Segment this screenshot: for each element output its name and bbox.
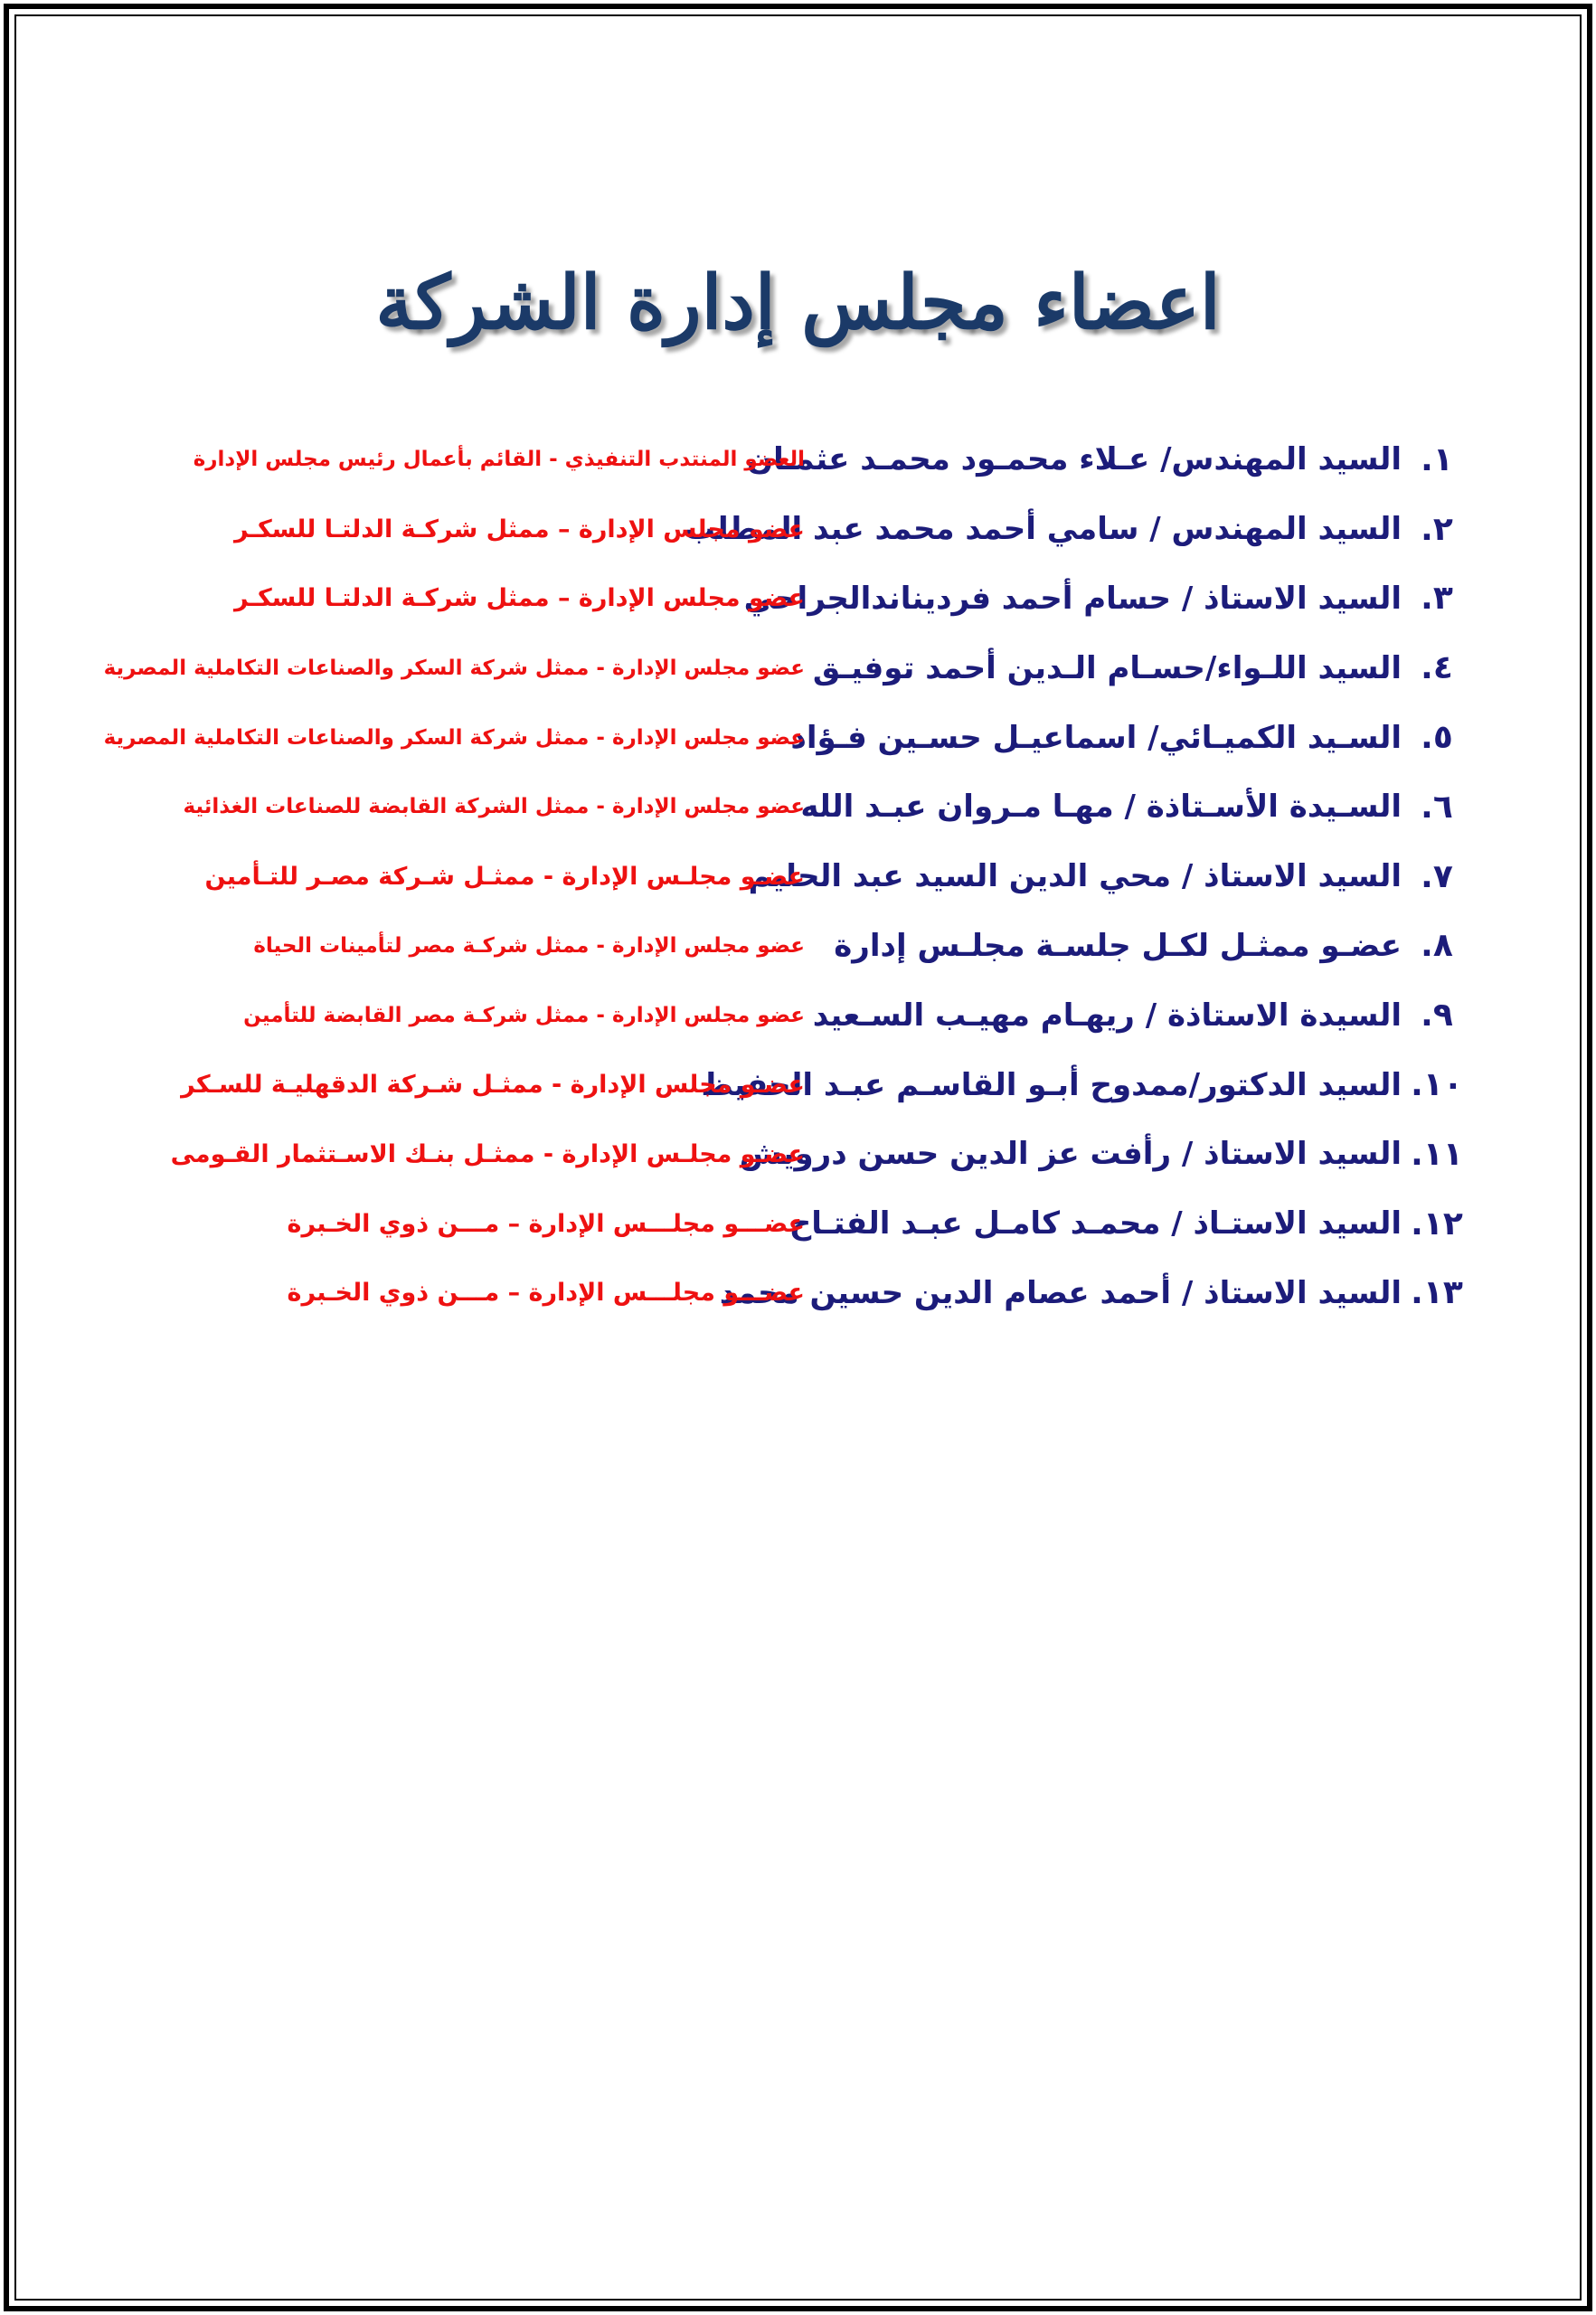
member-number: ٩. — [1421, 997, 1453, 1035]
member-role: عضـو مجلس الإدارة - ممثـل شـركة الدقهليـة للسـكر — [181, 1071, 805, 1100]
member-number: ١٣. — [1411, 1274, 1463, 1312]
member-number: ٤. — [1421, 649, 1453, 687]
list-item — [127, 1050, 1465, 1120]
member-role: عضو مجلس الإدارة - ممثل الشركة القابضة للصناعات الغذائية — [183, 795, 805, 819]
member-role: عضو مجلس الإدارة – ممثل شركـة الدلتـا للسكـر — [233, 584, 805, 613]
member-role: عضو مجلس الإدارة – ممثل شركـة الدلتـا للسكـر — [233, 515, 805, 543]
list-item — [127, 980, 1465, 1050]
member-name: السيد الاستاذ / أحمد عصام الدين حسين محمد — [719, 1274, 1402, 1311]
member-name: السـيد الكميـائي/ اسماعيـل حسـين فـؤاد — [790, 719, 1402, 756]
member-name: عضـو ممثـل لكـل جلسـة مجلـس إدارة — [834, 927, 1402, 964]
member-name: السيدة الاستاذة / ريهـام مهيـب السـعيد — [812, 997, 1402, 1034]
member-role: العضو المنتدب التنفيذي - القائم بأعمال رئيس مجلس الإدارة — [193, 448, 805, 472]
member-name: السيد المهندس/ عـلاء محمـود محمـد عثمـان — [747, 441, 1402, 478]
member-role: عضو مجلس الإدارة - ممثل شركـة مصر لتأمينات الحياة — [253, 933, 805, 958]
member-role: عضو مجلس الإدارة - ممثل شركة السكر والصناعات التكاملية المصرية — [103, 725, 805, 750]
member-number: ٣. — [1421, 580, 1453, 618]
member-number: ٢. — [1421, 510, 1453, 548]
member-number: ٧. — [1421, 857, 1453, 895]
list-item — [103, 633, 1465, 703]
member-name: السيد الاستـاذ / محمـد كامـل عبـد الفتـاح — [789, 1205, 1402, 1243]
member-number: ٥. — [1421, 719, 1453, 757]
member-role: عضـــو مجلـــس الإدارة – مـــن ذوي الخـبرة — [287, 1279, 805, 1308]
list-item — [127, 425, 1465, 495]
member-name: السيد الاستاذ / رأفت عز الدين حسن درويش — [739, 1136, 1402, 1173]
member-number: ١١. — [1411, 1135, 1463, 1173]
member-role: عضـو مجلـس الإدارة - ممثـل شـركة مصـر للتـأمين — [204, 862, 805, 891]
list-item — [127, 772, 1465, 842]
list-item — [127, 1120, 1465, 1189]
member-role: عضـــو مجلـــس الإدارة – مـــن ذوي الخـبرة — [287, 1209, 805, 1238]
member-name: السيد الاستاذ / محي الدين السيد عبد الحليم — [748, 858, 1402, 895]
list-item — [103, 703, 1465, 772]
list-item — [127, 564, 1465, 634]
member-role: عضو مجلس الإدارة - ممثل شركـة مصر القابضة للتأمين — [243, 1003, 805, 1027]
list-item — [127, 842, 1465, 912]
list-item — [127, 1189, 1465, 1259]
member-number: ٨. — [1421, 927, 1453, 965]
member-number: ٦. — [1421, 788, 1453, 826]
member-name: السيد المهندس / سامي أحمد محمد عبد المطلب — [684, 511, 1402, 548]
member-name: السيد الاستاذ / حسام أحمد فرديناندالجراحي — [743, 580, 1402, 617]
list-item — [127, 912, 1465, 981]
member-role: عضـو مجلـس الإدارة - ممثـل بنـك الاسـتثمار القـومى — [170, 1139, 805, 1168]
list-item — [127, 1259, 1465, 1328]
page-title: اعضاء مجلس إدارة الشركة — [375, 260, 1221, 346]
member-number: ١٢. — [1411, 1205, 1463, 1243]
member-number: ١. — [1421, 440, 1453, 478]
member-name: السيد اللـواء/حسـام الـدين أحمد توفيـق — [812, 649, 1402, 686]
member-name: السيد الدكتور/ممدوح أبـو القاسـم عبـد الحفيظ — [701, 1066, 1402, 1103]
member-role: عضو مجلس الإدارة - ممثل شركة السكر والصناعات التكاملية المصرية — [103, 656, 805, 680]
board-members-list — [103, 425, 1465, 1328]
member-number: ١٠. — [1411, 1066, 1463, 1104]
list-item — [127, 495, 1465, 564]
member-name: السـيدة الأسـتاذة / مهـا مـروان عبـد الله — [800, 789, 1402, 826]
